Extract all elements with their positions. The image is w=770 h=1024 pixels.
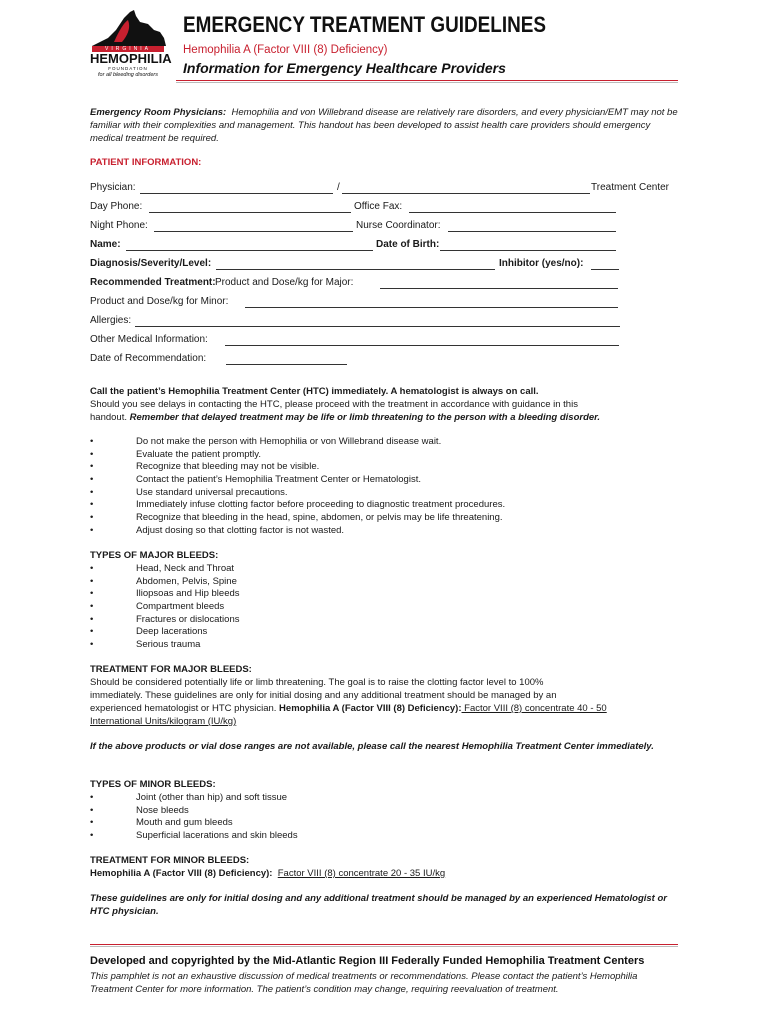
treatment-major-line3: experienced hematologist or HTC physician. bbox=[90, 703, 280, 714]
treatment-minor-factor: Hemophilia A (Factor VIII (8) Deficiency): bbox=[90, 868, 273, 879]
minor-bleed-item-text: Nose bleeds bbox=[136, 804, 189, 816]
name-field[interactable] bbox=[126, 250, 373, 251]
disclaimer-note: These guidelines are only for initial dosing and any additional treatment should be managed by an experienced Hematologist or HTC physician. bbox=[90, 893, 667, 917]
footer-divider bbox=[90, 944, 678, 945]
bullet-icon: • bbox=[90, 486, 94, 498]
call-htc-line3: handout. bbox=[90, 412, 130, 423]
allergies-field[interactable] bbox=[135, 326, 620, 327]
inhibitor-field[interactable] bbox=[591, 269, 619, 270]
bullet-icon: • bbox=[90, 830, 94, 842]
bullet-icon: • bbox=[90, 461, 94, 473]
other-medical-label: Other Medical Information: bbox=[90, 334, 208, 345]
physician-row bbox=[90, 182, 680, 196]
treatment-center-field[interactable] bbox=[342, 193, 590, 194]
bullet-icon: • bbox=[90, 575, 94, 587]
major-bleeds-heading: TYPES OF MAJOR BLEEDS: bbox=[90, 550, 219, 561]
call-htc-line2: Should you see delays in contacting the HTC, please proceed with the treatment in accordance with guidance in this bbox=[90, 399, 578, 410]
other-medical-row bbox=[90, 334, 680, 348]
major-bleed-item-text: Head, Neck and Throat bbox=[136, 563, 235, 574]
footer-note: This pamphlet is not an exhaustive discussion of medical treatments or recommendations. Please contact the patient’s Hemophilia Treatment Center for more information. The patient’s condition may change, requiring reevaluation of treatment. bbox=[90, 971, 638, 995]
name-row bbox=[90, 239, 680, 253]
foundation-logo bbox=[88, 8, 172, 78]
treatment-minor-dose: Factor VIII (8) concentrate 20 - 35 IU/kg bbox=[277, 868, 446, 879]
night-phone-label: Night Phone: bbox=[90, 220, 148, 231]
guideline-item-text: Use standard universal precautions. bbox=[136, 486, 288, 498]
inhibitor-label: Inhibitor (yes/no): bbox=[499, 258, 584, 269]
guideline-item-text: Recognize that bleeding in the head, spine, abdomen, or pelvis may be life threatening. bbox=[136, 512, 503, 524]
bullet-icon: • bbox=[90, 436, 94, 447]
physician-label: Physician: bbox=[90, 182, 136, 193]
header-divider-shadow bbox=[176, 82, 678, 83]
footer-divider-shadow bbox=[90, 946, 678, 947]
office-fax-label: Office Fax: bbox=[354, 201, 403, 212]
night-phone-field[interactable] bbox=[154, 231, 353, 232]
logo-tagline: for all bleeding disorders bbox=[98, 72, 158, 78]
diagnosis-row bbox=[90, 258, 680, 272]
bullet-icon: • bbox=[90, 448, 94, 460]
major-bleed-item-text: Fractures or dislocations bbox=[136, 613, 240, 625]
treatment-major-factor: Hemophilia A (Factor VIII (8) Deficiency): bbox=[279, 703, 462, 714]
major-dose-label: Product and Dose/kg for Major: bbox=[215, 277, 354, 288]
bullet-icon: • bbox=[90, 792, 94, 803]
treatment-center-label: Treatment Center bbox=[591, 182, 669, 193]
minor-dose-label: Product and Dose/kg for Minor: bbox=[90, 296, 229, 307]
bullet-icon: • bbox=[90, 613, 94, 625]
date-recommendation-label: Date of Recommendation: bbox=[90, 353, 207, 364]
major-bleed-item-text: Abdomen, Pelvis, Spine bbox=[136, 575, 237, 587]
recommended-label: Recommended Treatment: bbox=[90, 277, 216, 288]
call-htc-warning: Remember that delayed treatment may be life or limb threatening to the person with a bleeding disorder. bbox=[129, 412, 600, 423]
other-medical-field[interactable] bbox=[225, 345, 619, 346]
treatment-minor-paragraph bbox=[90, 854, 680, 880]
bullet-icon: • bbox=[90, 588, 94, 600]
major-dose-field[interactable] bbox=[380, 288, 618, 289]
minor-bleed-item-text: Joint (other than hip) and soft tissue bbox=[136, 792, 288, 803]
minor-bleeds-heading: TYPES OF MINOR BLEEDS: bbox=[90, 779, 216, 790]
name-label: Name: bbox=[90, 239, 121, 250]
date-recommendation-field[interactable] bbox=[226, 364, 347, 365]
bullet-icon: • bbox=[90, 804, 94, 816]
minor-dose-row bbox=[90, 296, 680, 310]
page-info-heading: Information for Emergency Healthcare Providers bbox=[183, 60, 506, 76]
diagnosis-label: Diagnosis/Severity/Level: bbox=[90, 258, 212, 269]
minor-bleed-item-text: Mouth and gum bleeds bbox=[136, 817, 233, 829]
guideline-item-text: Do not make the person with Hemophilia or von Willebrand disease wait. bbox=[136, 436, 442, 447]
page-title: EMERGENCY TREATMENT GUIDELINES bbox=[183, 12, 547, 37]
day-phone-field[interactable] bbox=[149, 212, 351, 213]
minor-bleed-item-text: Superficial lacerations and skin bleeds bbox=[136, 830, 298, 842]
bullet-icon: • bbox=[90, 626, 94, 638]
nurse-coordinator-field[interactable] bbox=[448, 231, 616, 232]
major-bleed-item-text: Compartment bleeds bbox=[136, 601, 225, 613]
major-bleed-item-text: Serious trauma bbox=[136, 639, 201, 651]
physician-field[interactable] bbox=[140, 193, 333, 194]
guideline-item-text: Immediately infuse clotting factor before proceeding to diagnostic treatment procedures. bbox=[136, 499, 506, 511]
bullet-icon: • bbox=[90, 499, 94, 511]
call-htc-bold: Call the patient’s Hemophilia Treatment Center (HTC) immediately. A hematologist is always on call. bbox=[90, 386, 539, 397]
guideline-item-text: Evaluate the patient promptly. bbox=[136, 448, 261, 460]
treatment-major-dose: Factor VIII (8) concentrate 40 - 50 bbox=[461, 703, 607, 714]
nurse-coordinator-label: Nurse Coordinator: bbox=[356, 220, 441, 231]
physician-slash: / bbox=[337, 182, 340, 193]
logo-subtitle: FOUNDATION bbox=[108, 66, 148, 71]
bullet-icon: • bbox=[90, 512, 94, 524]
dob-label: Date of Birth: bbox=[376, 239, 440, 250]
date-recommendation-row bbox=[90, 353, 680, 367]
footer-title: Developed and copyrighted by the Mid-Atlantic Region III Federally Funded Hemophilia Treatment Centers bbox=[90, 955, 645, 967]
logo-band: VIRGINIA bbox=[92, 46, 164, 52]
treatment-major-heading: TREATMENT FOR MAJOR BLEEDS: bbox=[90, 664, 252, 675]
intro-paragraph bbox=[90, 106, 680, 145]
minor-dose-field[interactable] bbox=[245, 307, 618, 308]
recommended-row bbox=[90, 277, 680, 291]
bullet-icon: • bbox=[90, 639, 94, 651]
day-phone-row bbox=[90, 201, 680, 215]
guideline-item-text: Adjust dosing so that clotting factor is not wasted. bbox=[136, 524, 345, 536]
bullet-icon: • bbox=[90, 817, 94, 829]
intro-text: Hemophilia and von Willebrand disease are relatively rare disorders, and every physician/EMT may not be familiar with their complexities and management. This handout has been developed to assist health care providers should emergency medical treatment be required. bbox=[90, 107, 678, 144]
major-bleed-item-text: Iliopsoas and Hip bleeds bbox=[136, 588, 240, 600]
intro-lead: Emergency Room Physicians: bbox=[90, 107, 227, 118]
bullet-icon: • bbox=[90, 563, 94, 574]
guideline-item-text: Contact the patient’s Hemophilia Treatment Center or Hematologist. bbox=[136, 474, 421, 486]
bullet-icon: • bbox=[90, 601, 94, 613]
treatment-major-paragraph bbox=[90, 663, 680, 728]
bullet-icon: • bbox=[90, 474, 94, 486]
dob-field[interactable] bbox=[440, 250, 616, 251]
office-fax-field[interactable] bbox=[409, 212, 616, 213]
treatment-major-units: International Units/kilogram (IU/kg) bbox=[90, 716, 237, 727]
header-divider bbox=[176, 80, 678, 81]
call-htc-paragraph bbox=[90, 385, 680, 424]
page-subtitle: Hemophilia A (Factor VIII (8) Deficiency) bbox=[183, 44, 388, 56]
allergies-label: Allergies: bbox=[90, 315, 132, 326]
treatment-major-line2: immediately. These guidelines are only for initial dosing and any additional treatment should be managed by an bbox=[90, 690, 557, 701]
bullet-icon: • bbox=[90, 524, 94, 536]
guideline-item-text: Recognize that bleeding may not be visible. bbox=[136, 461, 320, 473]
patient-info-heading: PATIENT INFORMATION: bbox=[90, 157, 202, 168]
night-phone-row bbox=[90, 220, 680, 234]
not-available-note: If the above products or vial dose ranges are not available, please call the nearest Hemophilia Treatment Center immediately. bbox=[90, 741, 654, 752]
major-bleed-item-text: Deep lacerations bbox=[136, 626, 208, 638]
treatment-minor-heading: TREATMENT FOR MINOR BLEEDS: bbox=[90, 855, 250, 866]
day-phone-label: Day Phone: bbox=[90, 201, 143, 212]
diagnosis-field[interactable] bbox=[216, 269, 495, 270]
logo-wordmark: HEMOPHILIA bbox=[90, 51, 172, 66]
allergies-row bbox=[90, 315, 680, 329]
virginia-state-icon bbox=[88, 8, 168, 48]
treatment-major-line1: Should be considered potentially life or limb threatening. The goal is to raise the clotting factor level to 100% bbox=[90, 677, 544, 688]
